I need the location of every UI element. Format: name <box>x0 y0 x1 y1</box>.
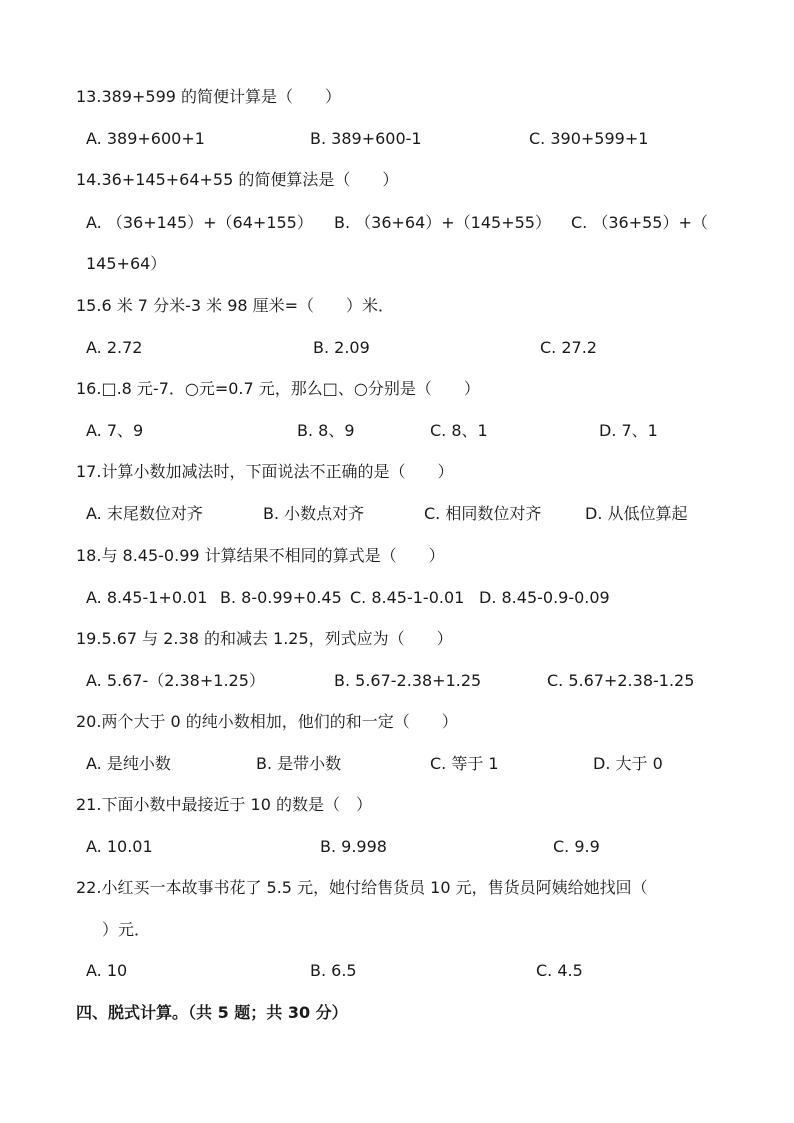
question-13-option-b: B. 389+600-1 <box>310 129 422 148</box>
question-17-option-d: D. 从低位算起 <box>585 504 688 523</box>
question-16-option-a: A. 7、9 <box>86 421 144 440</box>
question-15-stem: 15.6 米 7 分米-3 米 98 厘米=（ ）米． <box>76 296 395 315</box>
question-19-stem: 19.5.67 与 2.38 的和减去 1.25，列式应为（ ） <box>76 629 453 648</box>
question-13-stem: 13.389+599 的简便计算是（ ） <box>76 87 342 106</box>
question-20-stem: 20.两个大于 0 的纯小数相加，他们的和一定（ ） <box>76 712 458 731</box>
question-17-option-c: C. 相同数位对齐 <box>424 504 542 523</box>
question-16-option-b: B. 8、9 <box>297 421 355 440</box>
question-14-stem: 14.36+145+64+55 的简便算法是（ ） <box>76 170 399 189</box>
question-22-option-b: B. 6.5 <box>310 961 357 980</box>
question-22-option-c: C. 4.5 <box>536 961 583 980</box>
question-18-option-b: B. 8-0.99+0.45 <box>220 588 342 607</box>
question-17-option-b: B. 小数点对齐 <box>263 504 365 523</box>
question-21-stem: 21.下面小数中最接近于 10 的数是（ ） <box>76 795 372 814</box>
question-21-option-c: C. 9.9 <box>553 837 600 856</box>
question-18-stem: 18.与 8.45-0.99 计算结果不相同的算式是（ ） <box>76 546 445 565</box>
question-22-option-a: A. 10 <box>86 961 128 980</box>
question-20-option-c: C. 等于 1 <box>430 754 499 773</box>
question-14-continuation: 145+64） <box>86 254 167 273</box>
question-18-option-d: D. 8.45-0.9-0.09 <box>479 588 610 607</box>
question-13-option-a: A. 389+600+1 <box>86 129 205 148</box>
question-15-option-c: C. 27.2 <box>540 338 597 357</box>
question-21-option-b: B. 9.998 <box>320 837 387 856</box>
question-16-option-c: C. 8、1 <box>430 421 488 440</box>
question-15-option-a: A. 2.72 <box>86 338 143 357</box>
question-21-option-a: A. 10.01 <box>86 837 153 856</box>
question-19-option-a: A. 5.67-（2.38+1.25） <box>86 671 265 690</box>
section-heading: 四、脱式计算。（共 5 题；共 30 分） <box>76 1003 348 1022</box>
question-18-option-a: A. 8.45-1+0.01 <box>86 588 208 607</box>
question-22-stem: 22.小红买一本故事书花了 5.5 元，她付给售货员 10 元，售货员阿姨给她找回（ <box>76 878 648 897</box>
question-14-option-a: A. （36+145）+（64+155） <box>86 213 313 232</box>
question-17-stem: 17.计算小数加减法时，下面说法不正确的是（ ） <box>76 462 454 481</box>
question-17-option-a: A. 末尾数位对齐 <box>86 504 203 523</box>
question-20-option-d: D. 大于 0 <box>593 754 663 773</box>
question-15-option-b: B. 2.09 <box>313 338 370 357</box>
question-16-stem: 16.□.8 元-7．○元=0.7 元，那么□、○分别是（ ） <box>76 379 480 398</box>
question-19-option-b: B. 5.67-2.38+1.25 <box>334 671 482 690</box>
question-22-continuation: ）元． <box>86 920 151 939</box>
question-14-option-b: B. （36+64）+（145+55） <box>334 213 551 232</box>
question-20-option-b: B. 是带小数 <box>256 754 342 773</box>
question-16-option-d: D. 7、1 <box>599 421 658 440</box>
question-20-option-a: A. 是纯小数 <box>86 754 171 773</box>
question-18-option-c: C. 8.45-1-0.01 <box>350 588 465 607</box>
question-13-option-c: C. 390+599+1 <box>529 129 649 148</box>
question-19-option-c: C. 5.67+2.38-1.25 <box>547 671 695 690</box>
question-14-option-c: C. （36+55）+（ <box>571 213 708 232</box>
